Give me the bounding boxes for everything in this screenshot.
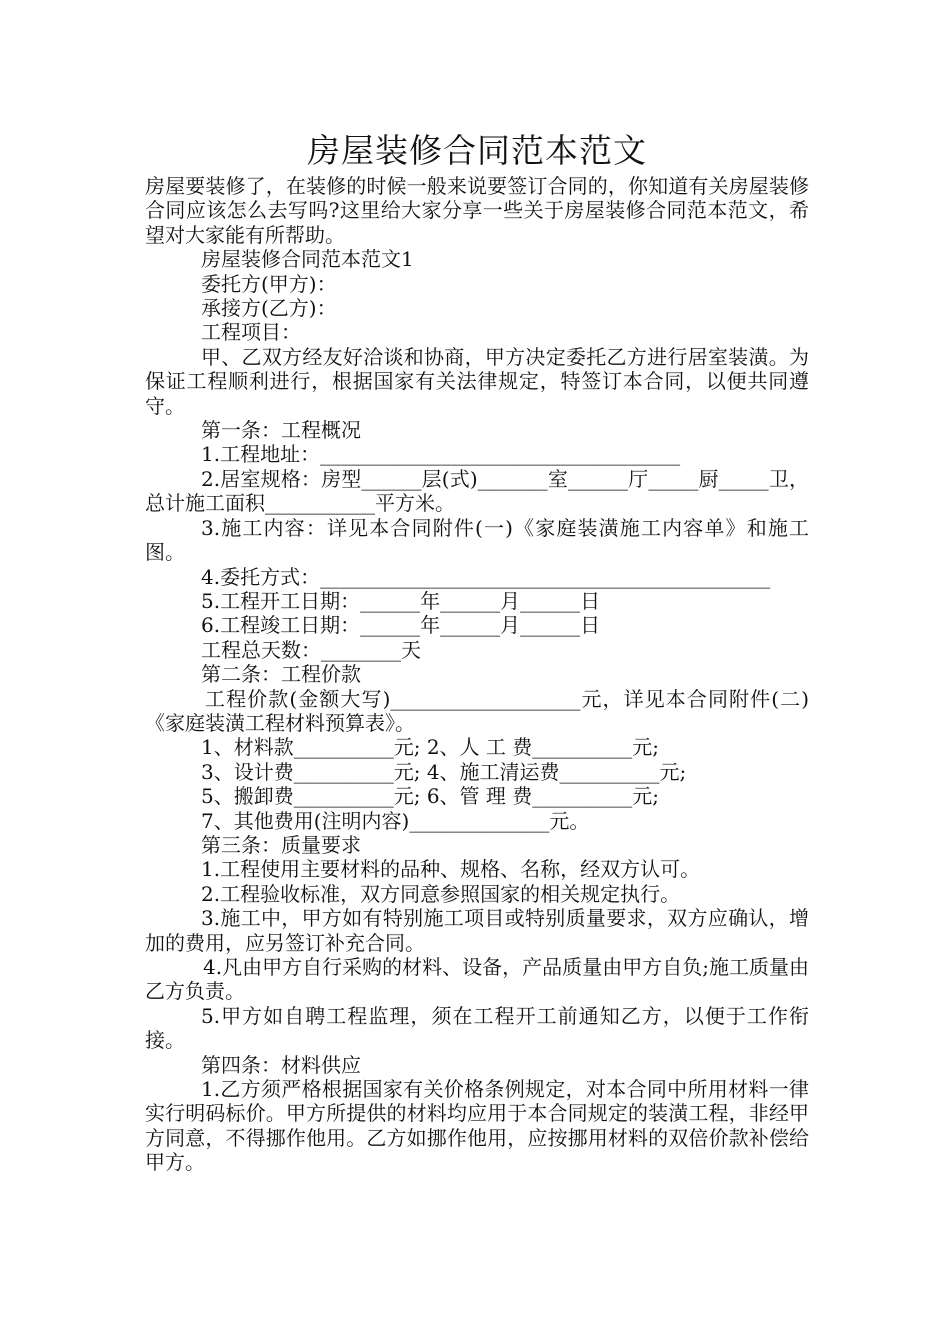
article-3-item-5: 5.甲方如自聘工程监理，须在工程开工前通知乙方，以便于工作衔接。 — [145, 1003, 809, 1053]
article-1-item-3: 3.施工内容：详见本合同附件(一)《家庭装潢施工内容单》和施工图。 — [145, 515, 809, 565]
article-2-row-3: 5、搬卸费__________元; 6、管 理 费__________元; — [201, 784, 659, 809]
article-1-item-4: 4.委托方式：_____________________________________________ — [201, 564, 771, 589]
preamble-paragraph: 甲、乙双方经友好洽谈和协商，甲方决定委托乙方进行居室装潢。为保证工程顺利进行，根据国家有关法律规定，特签订本合同，以便共同遵守。 — [145, 344, 809, 418]
article-3-item-1: 1.工程使用主要材料的品种、规格、名称，经双方认可。 — [201, 857, 701, 882]
article-4-heading: 第四条：材料供应 — [201, 1052, 361, 1077]
article-2-row-2: 3、设计费__________元; 4、施工清运费__________元; — [201, 759, 687, 784]
article-1-item-5: 5.工程开工日期：______年______月______日 — [201, 588, 601, 613]
party-a-line: 委托方(甲方)： — [201, 271, 337, 296]
article-2-heading: 第二条：工程价款 — [201, 662, 361, 687]
article-2-price: 工程价款(金额大写)___________________元，详见本合同附件(二)《家庭装潢工程材料预算表》。 — [145, 686, 809, 735]
article-1-item-7: 工程总天数：________天 — [201, 637, 421, 662]
article-2-row-4: 7、其他费用(注明内容)______________元。 — [201, 808, 590, 833]
template-subtitle: 房屋装修合同范本范文1 — [201, 247, 414, 272]
article-1-heading: 第一条：工程概况 — [201, 418, 361, 443]
project-line: 工程项目： — [201, 320, 301, 345]
article-3-item-2: 2.工程验收标准，双方同意参照国家的相关规定执行。 — [201, 881, 681, 906]
article-1-item-6: 6.工程竣工日期：______年______月______日 — [201, 613, 601, 638]
document-page — [145, 128, 809, 1175]
article-3-item-4: 4.凡由甲方自行采购的材料、设备，产品质量由甲方自负;施工质量由乙方负责。 — [145, 955, 809, 1004]
article-3-heading: 第三条：质量要求 — [201, 832, 361, 857]
document-title: 房屋装修合同范本范文 — [307, 131, 647, 170]
intro-paragraph: 房屋要装修了，在装修的时候一般来说要签订合同的，你知道有关房屋装修合同应该怎么去写吗?这里给大家分享一些关于房屋装修合同范本范文，希望对大家能有所帮助。 — [145, 174, 809, 247]
article-4-item-1: 1.乙方须严格根据国家有关价格条例规定，对本合同中所用材料一律实行明码标价。甲方所提供的材料均应用于本合同规定的装潢工程，非经甲方同意，不得挪作他用。乙方如挪作他用，应按挪用材料的双倍价款补偿给甲方。 — [145, 1077, 809, 1175]
article-1-item-1: 1.工程地址：____________________________________ — [201, 442, 681, 467]
party-b-line: 承接方(乙方)： — [201, 296, 337, 321]
article-3-item-3: 3.施工中，甲方如有特别施工项目或特别质量要求，双方应确认，增加的费用，应另签订补充合同。 — [145, 906, 809, 955]
article-2-row-1: 1、材料款__________元; 2、人 工 费__________元; — [201, 735, 659, 760]
article-1-item-2: 2.居室规格：房型______层(式)_______室______厅_____厨_____卫，总计施工面积___________平方米。 — [145, 466, 809, 516]
